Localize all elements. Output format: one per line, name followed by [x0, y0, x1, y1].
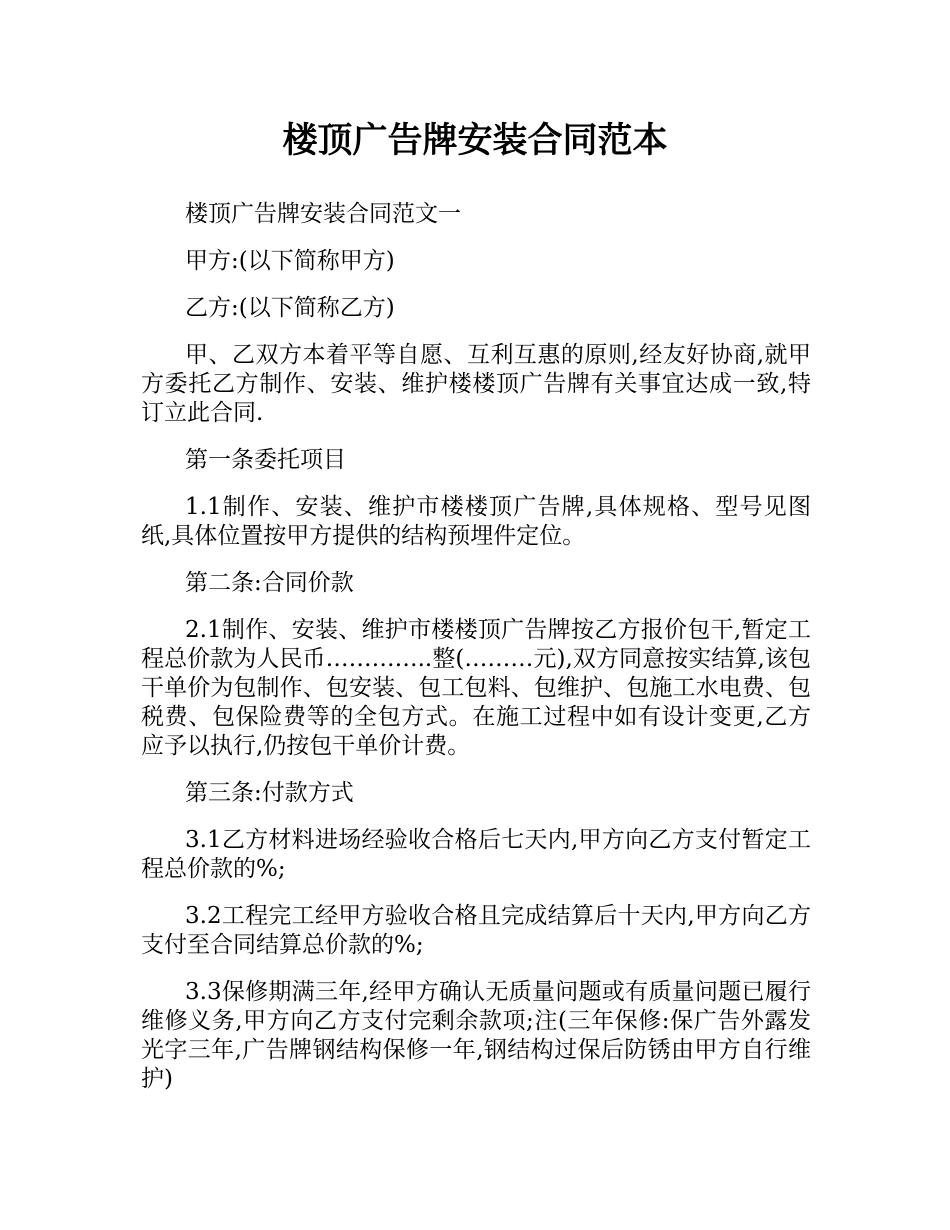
paragraph-clause-3-2: 3.2工程完工经甲方验收合格且完成结算后十天内,甲方向乙方支付至合同结算总价款的%;: [141, 903, 811, 958]
paragraph-party-a: 甲方:(以下简称甲方): [185, 248, 395, 274]
heading-article-3: 第三条:付款方式: [185, 780, 354, 806]
document-title: 楼顶广告牌安装合同范本: [282, 121, 668, 161]
document-body: [141, 200, 811, 1112]
paragraph-party-b: 乙方:(以下简称乙方): [185, 295, 395, 321]
paragraph-subtitle: 楼顶广告牌安装合同范文一: [185, 201, 461, 227]
heading-article-2: 第二条:合同价款: [185, 570, 354, 596]
paragraph-clause-1-1: 1.1制作、安装、维护市楼楼顶广告牌,具体规格、型号见图纸,具体位置按甲方提供的结构预埋件定位。: [141, 494, 811, 549]
paragraph-preamble: 甲、乙双方本着平等自愿、互利互惠的原则,经友好协商,就甲方委托乙方制作、安装、维护楼楼顶广告牌有关事宜达成一致,特订立此合同.: [141, 342, 811, 426]
paragraph-clause-3-3: 3.3保修期满三年,经甲方确认无质量问题或有质量问题已履行维修义务,甲方向乙方支付完剩余款项;注(三年保修:保广告外露发光字三年,广告牌钢结构保修一年,钢结构过保后防锈由甲方自行维护): [141, 979, 811, 1092]
heading-article-1: 第一条委托项目: [185, 447, 346, 473]
paragraph-clause-2-1: 2.1制作、安装、维护市楼楼顶广告牌按乙方报价包干,暂定工程总价款为人民币…………..整(………元),双方同意按实结算,该包干单价为包制作、包安装、包工包料、包维护、包施工水电费、包税费、包保险费等的全包方式。在施工过程中如有设计变更,乙方应予以执行,仍按包干单价计费。: [141, 617, 811, 759]
paragraph-clause-3-1: 3.1乙方材料进场经验收合格后七天内,甲方向乙方支付暂定工程总价款的%;: [141, 827, 811, 882]
